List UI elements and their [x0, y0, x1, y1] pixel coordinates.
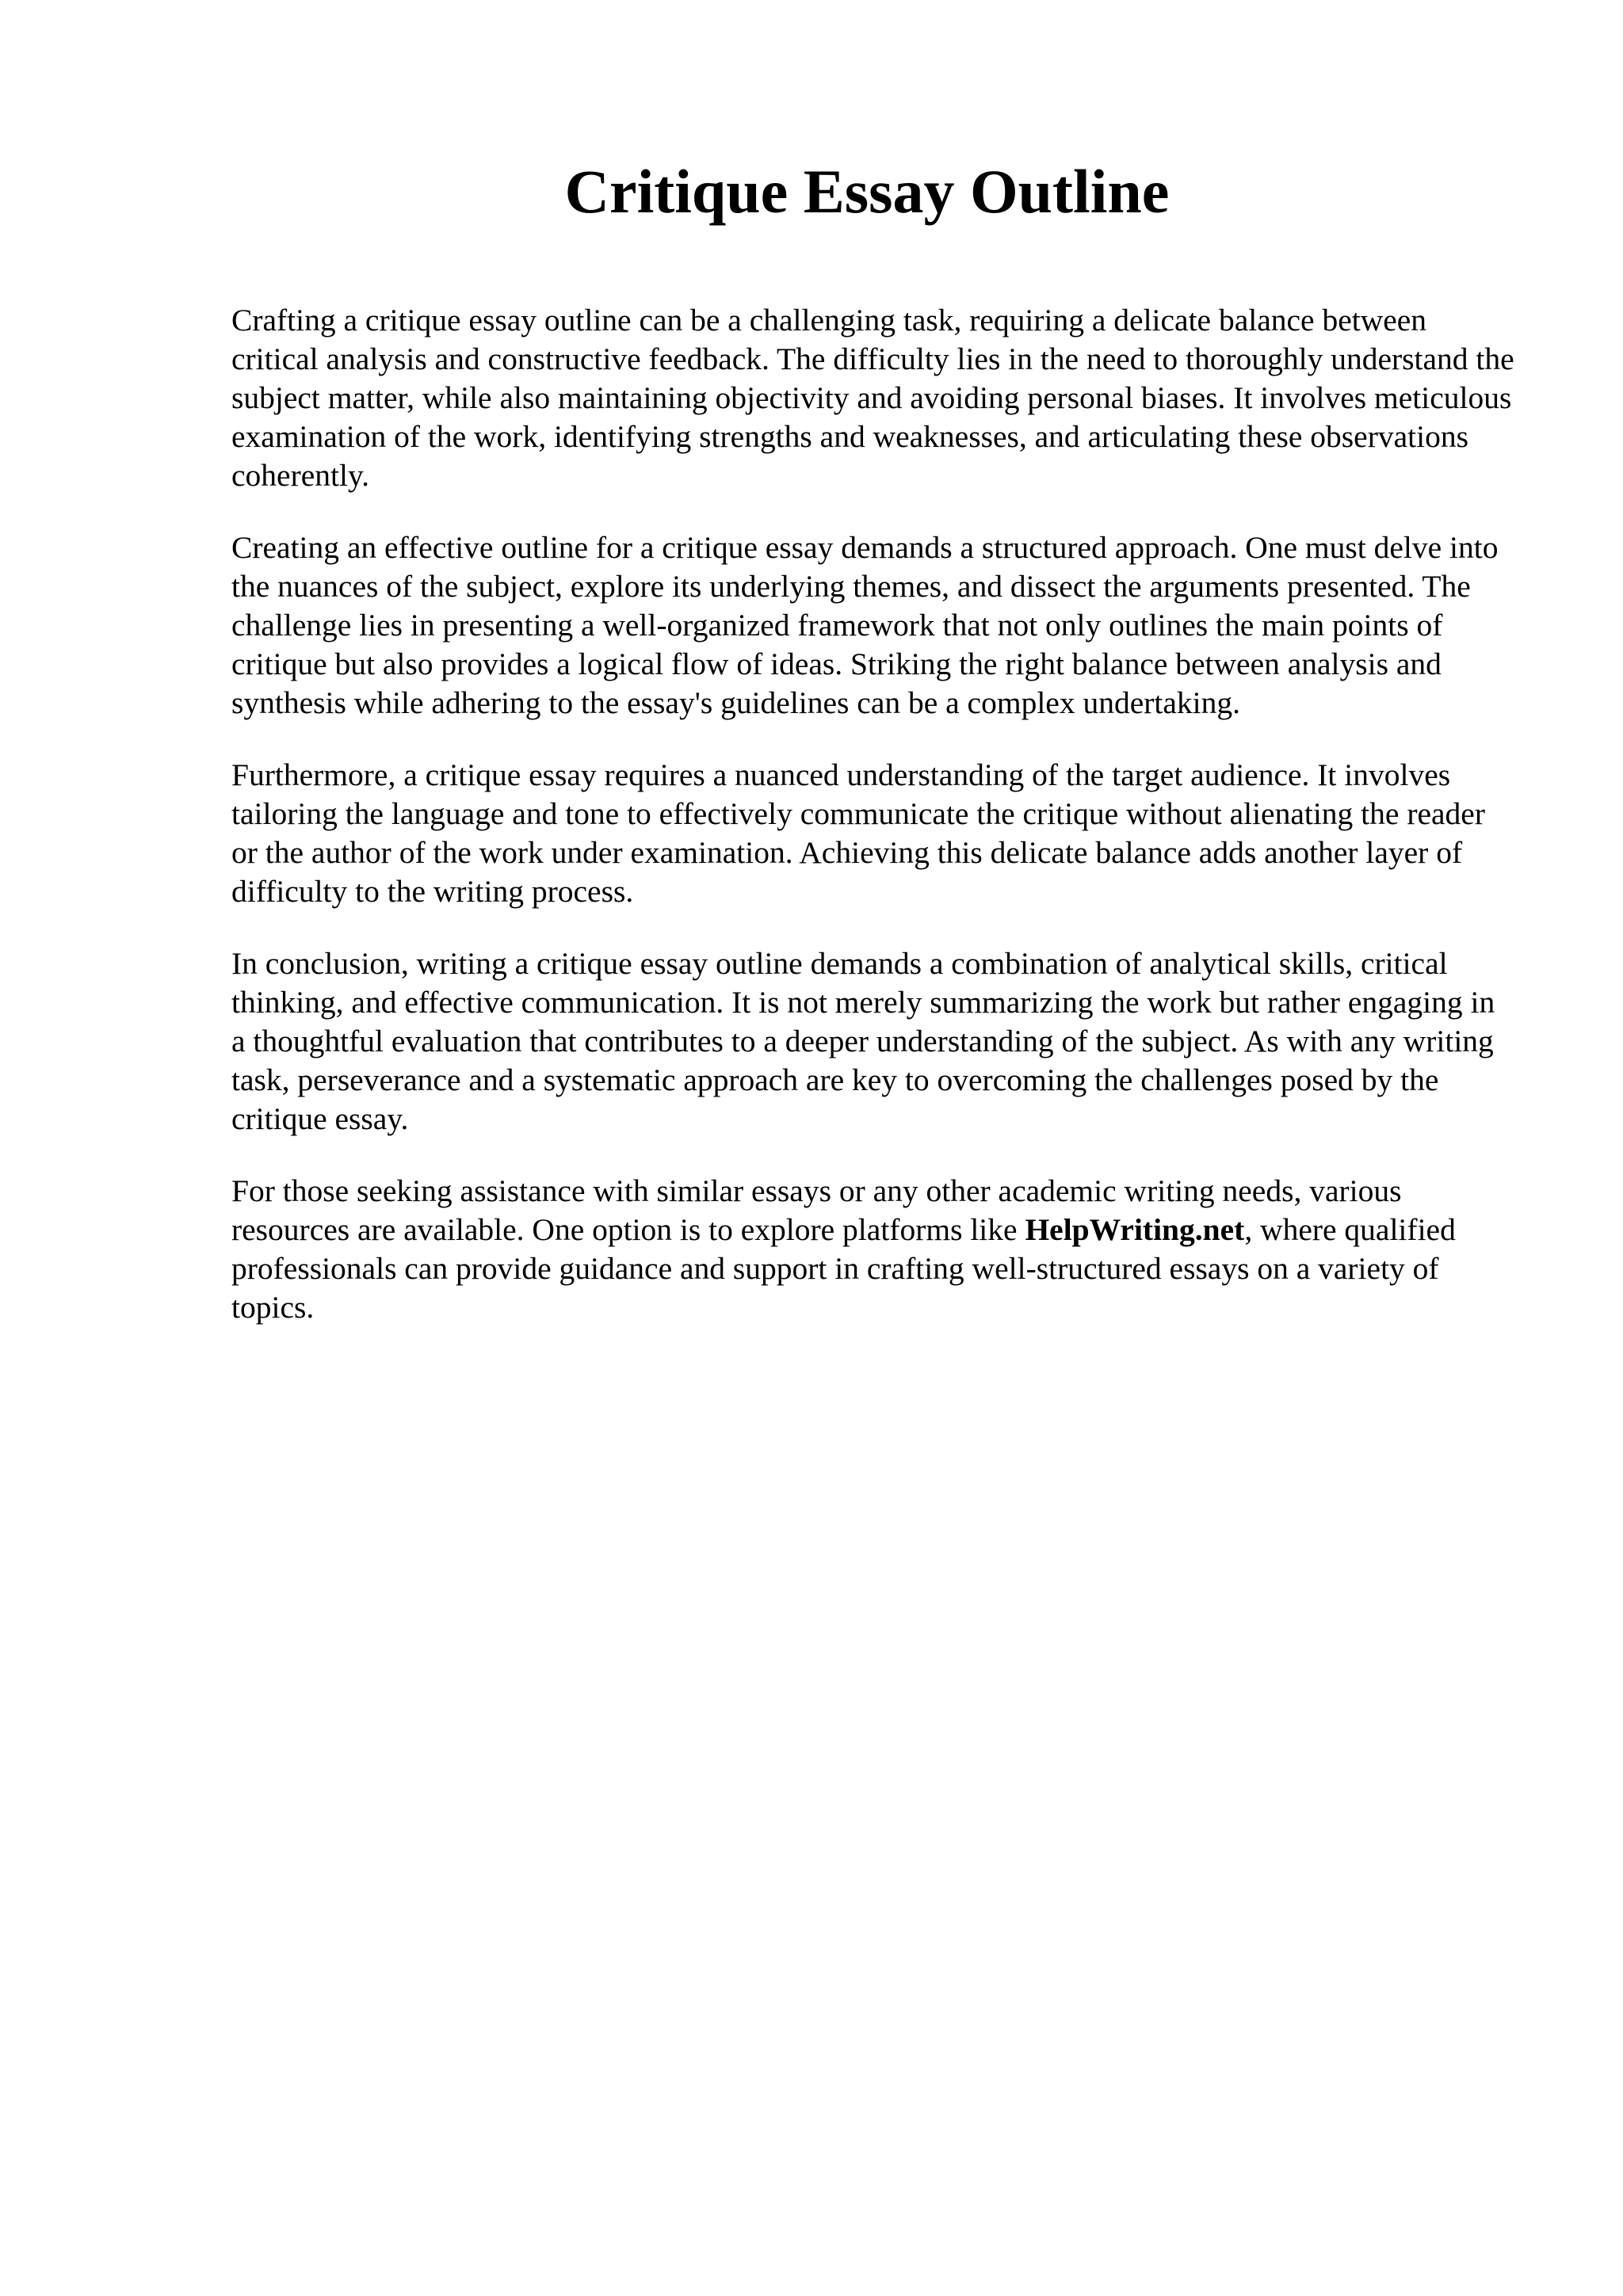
helpwriting-link[interactable]: HelpWriting.net — [1025, 1212, 1245, 1247]
page-title: Critique Essay Outline — [564, 157, 1170, 226]
paragraph-2: Creating an effective outline for a critique essay demands a structured approach. One must delve into the nuances of the subject, explore its underlying themes, and dissect the arguments presented. The challenge lies in presenting a well-organized framework that not only outlines the main points of critique but also provides a logical flow of ideas. Striking the right balance between analysis and synthesis while adhering to the essay's guidelines can be a complex undertaking. — [231, 530, 1499, 720]
paragraph-3: Furthermore, a critique essay requires a nuanced understanding of the target audience. It involves tailoring the language and tone to effectively communicate the critique without alienating the reader or the author of the work under examination. Achieving this delicate balance adds another layer of difficulty to the writing process. — [231, 757, 1485, 909]
document-body — [231, 301, 1515, 1360]
paragraph-1: Crafting a critique essay outline can be a challenging task, requiring a delicate balance between critical analysis and constructive feedback. The difficulty lies in the need to thoroughly understand the subject matter, while also maintaining objectivity and avoiding personal biases. It involves meticulous examination of the work, identifying strengths and weaknesses, and articulating these observations coherently. — [231, 303, 1514, 493]
paragraph-4: In conclusion, writing a critique essay outline demands a combination of analytical skills, critical thinking, and effective communication. It is not merely summarizing the work but rather engaging in a thoughtful evaluation that contributes to a deeper understanding of the subject. As with any writing task, perseverance and a systematic approach are key to overcoming the challenges posed by the critique essay. — [231, 946, 1495, 1136]
paragraph-5-text-after: , where qualified professionals can provide guidance and support in crafting well-structured essays on a variety of topics. — [231, 1212, 1456, 1325]
paragraph-5 — [231, 1172, 1515, 1327]
paragraph-5-text-before: For those seeking assistance with similar essays or any other academic writing needs, various resources are available. One option is to explore platforms like — [231, 1173, 1402, 1247]
